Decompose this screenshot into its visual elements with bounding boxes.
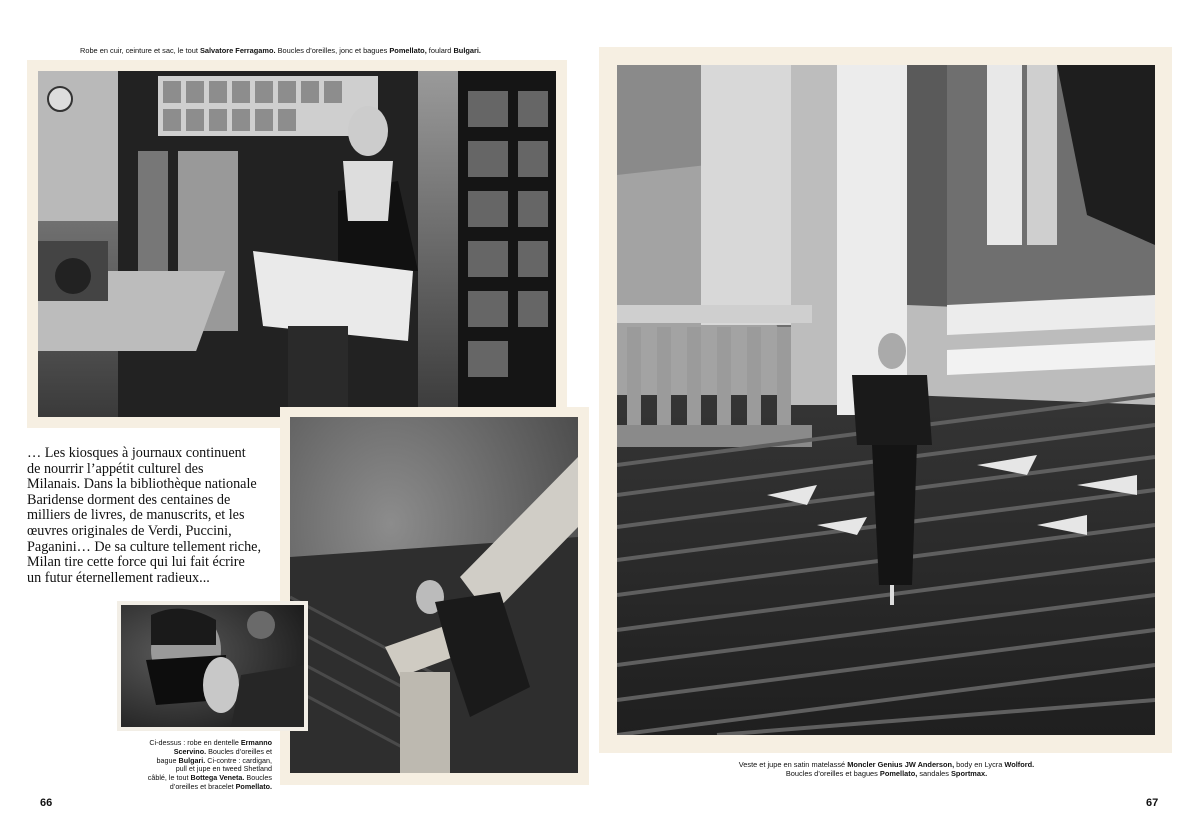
page-number-right: 67 xyxy=(1146,797,1159,809)
masked-portrait-photo xyxy=(121,605,304,727)
right-photo-caption: Veste et jupe en satin matelassé Moncler Genius JW Anderson, body en Lycra Wolford. Boucles d’oreilles et bagues Pomellato, sandales Sportmax. xyxy=(738,760,1035,778)
staircase-leaning-photo xyxy=(290,417,578,773)
page-number-left: 66 xyxy=(40,797,53,809)
article-body-text: … Les kiosques à journaux continuent de nourrir l’appétit culturel des Milanais. Dans la bibliothèque nationale Baridense dorment des centaines de milliers de livres, de manuscrits, et les œuvres originales de Verdi, Puccini, Paganini… De sa culture tellement riche, Milan tire cette force qui lui fait écrire un futur éternellement radieux... xyxy=(27,445,262,586)
newsstand-photo xyxy=(38,71,556,417)
top-photo-caption: Robe en cuir, ceinture et sac, le tout Salvatore Ferragamo. Boucles d’oreilles, jonc et bagues Pomellato, foulard Bulgari. xyxy=(80,46,481,55)
colonnade-stairs-photo xyxy=(617,65,1155,735)
small-photo-caption: Ci-dessus : robe en dentelle Ermanno Scervino. Boucles d’oreilles et bague Bulgari. Ci-contre : cardigan, pull et jupe en tweed Shetland câblé, le tout Bottega Veneta. Boucles d’oreilles et bracelet Pomellato. xyxy=(147,738,272,791)
